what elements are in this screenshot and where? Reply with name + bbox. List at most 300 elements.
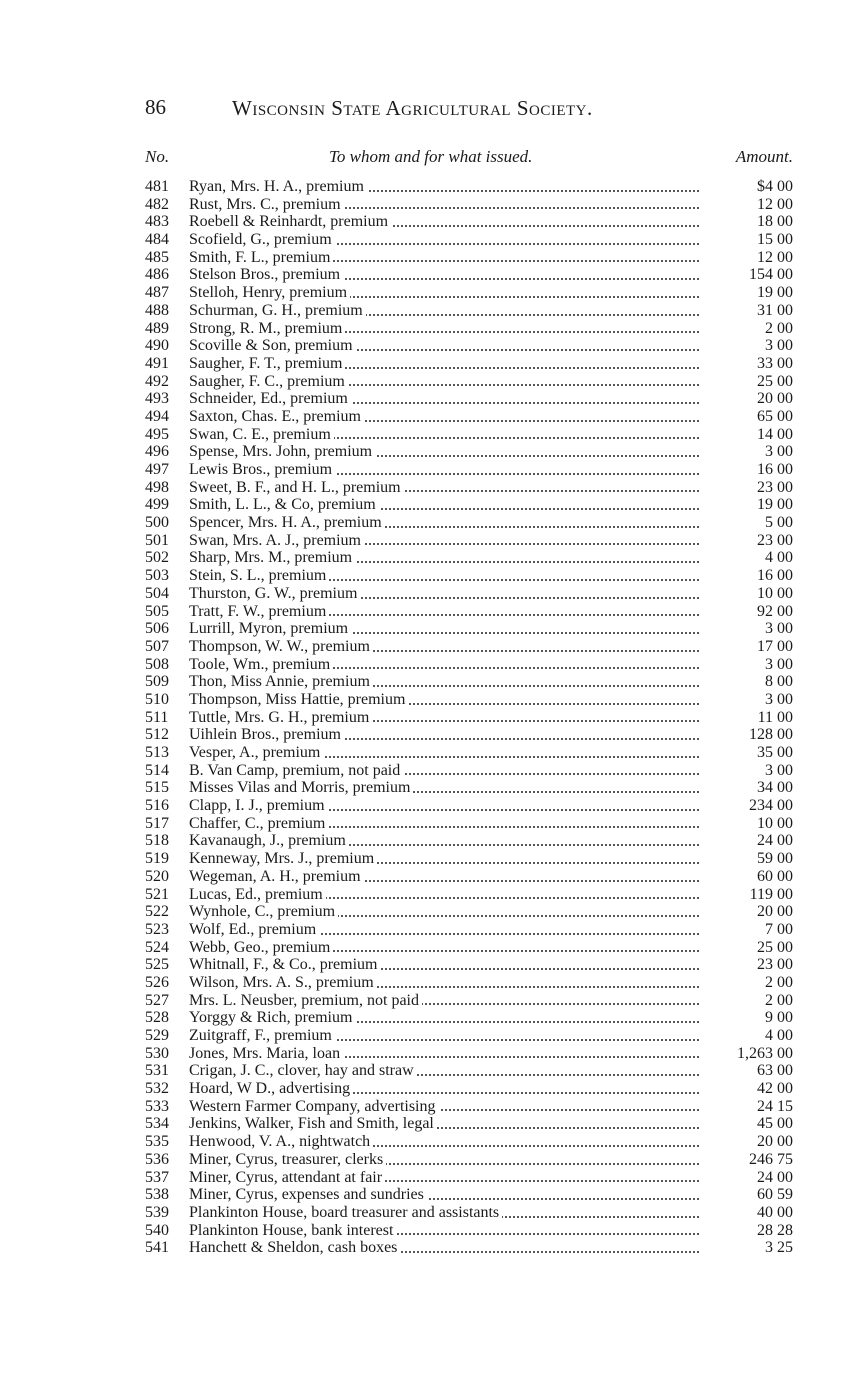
entry-number: 486 [145, 266, 169, 284]
entry-description-cell [189, 355, 701, 373]
entry-description: Whitnall, F., & Co., premium [189, 956, 380, 973]
column-header-amount: Amount. [735, 147, 793, 166]
entry-amount: 15 00 [757, 231, 793, 249]
entry-amount: 25 00 [757, 372, 793, 390]
entry-amount: 42 00 [757, 1080, 793, 1098]
entry-number: 490 [145, 337, 169, 355]
entry-description: Lurrill, Myron, premium [189, 620, 351, 637]
entry-number: 505 [145, 602, 169, 620]
entry-amount: 8 00 [765, 673, 793, 691]
entry-number: 493 [145, 390, 169, 408]
ledger-row [145, 1133, 793, 1151]
entry-description-cell [189, 266, 701, 284]
entry-amount: 2 00 [765, 319, 793, 337]
entry-description: Saugher, F. T., premium [189, 355, 345, 372]
entry-number: 521 [145, 885, 169, 903]
entry-description-cell [189, 1062, 701, 1080]
entry-description: Stelloh, Henry, premium [189, 284, 350, 301]
entry-number: 504 [145, 584, 169, 602]
entry-description-cell [189, 709, 701, 727]
entry-description-cell [189, 797, 701, 815]
entry-number: 499 [145, 496, 169, 514]
entry-amount: 4 00 [765, 549, 793, 567]
entry-number: 481 [145, 178, 169, 195]
entry-description-cell [189, 956, 701, 974]
entry-amount: 20 00 [757, 390, 793, 408]
entry-description: Stein, S. L., premium [189, 567, 329, 584]
ledger-row [145, 549, 793, 567]
entry-description: Tuttle, Mrs. G. H., premium [189, 709, 372, 726]
entry-amount: 17 00 [757, 637, 793, 655]
entry-amount: 18 00 [757, 213, 793, 231]
ledger-row [145, 779, 793, 797]
entry-number: 510 [145, 690, 169, 708]
entry-amount: 59 00 [757, 850, 793, 868]
entry-number: 529 [145, 1027, 169, 1044]
entry-description-cell [189, 284, 701, 302]
ledger-row [145, 178, 793, 196]
entry-description-cell [189, 1204, 701, 1222]
entry-description: Sweet, B. F., and H. L., premium [189, 479, 404, 496]
ledger-row [145, 603, 793, 621]
ledger-row [145, 744, 793, 762]
entry-description: Lewis Bros., premium [189, 461, 335, 478]
entry-description: Wolf, Ed., premium [189, 921, 319, 938]
entry-description: Rust, Mrs. C., premium [189, 196, 344, 213]
ledger-row [145, 956, 793, 974]
entry-amount: 63 00 [757, 1062, 793, 1080]
entry-description-cell [189, 1222, 701, 1240]
page-number: 86 [145, 95, 166, 119]
ledger-row [145, 762, 793, 780]
entry-number: 498 [145, 478, 169, 496]
entry-description-cell [189, 196, 701, 214]
entry-number: 527 [145, 991, 169, 1009]
ledger-row [145, 797, 793, 815]
entry-description-cell [189, 815, 701, 833]
entry-amount: 60 00 [757, 867, 793, 885]
entry-number: 517 [145, 814, 169, 832]
entry-number: 501 [145, 531, 169, 549]
entry-description: Thompson, W. W., premium [189, 638, 373, 655]
entry-description-cell [189, 231, 701, 249]
entry-description-cell [189, 1027, 701, 1045]
ledger-row [145, 921, 793, 939]
entry-description: Mrs. L. Neusber, premium, not paid [189, 992, 422, 1009]
entry-description: Jones, Mrs. Maria, loan [189, 1045, 343, 1062]
entry-description-cell [189, 603, 701, 621]
entry-amount: 24 00 [757, 832, 793, 850]
entry-amount: 12 00 [757, 195, 793, 213]
entry-number: 524 [145, 938, 169, 956]
entry-number: 485 [145, 248, 169, 266]
entry-description: Clapp, I. J., premium [189, 797, 328, 814]
entry-number: 541 [145, 1239, 169, 1257]
entry-description: Sharp, Mrs. M., premium [189, 549, 355, 566]
entry-number: 507 [145, 637, 169, 655]
entry-number: 494 [145, 407, 169, 425]
entry-description: Spense, Mrs. John, premium [189, 443, 375, 460]
entry-description-cell [189, 1239, 701, 1257]
entry-description: Thurston, G. W., premium [189, 585, 360, 602]
entry-description-cell [189, 656, 701, 674]
ledger-row [145, 567, 793, 585]
ledger-row [145, 1151, 793, 1169]
entry-description-cell [189, 514, 701, 532]
entry-description-cell [189, 443, 701, 461]
ledger-row [145, 302, 793, 320]
entry-description-cell [189, 549, 701, 567]
entry-description-cell [189, 620, 701, 638]
entry-description-cell [189, 1169, 701, 1187]
entry-description: Chaffer, C., premium [189, 815, 328, 832]
column-header-description: To whom and for what issued. [329, 147, 533, 166]
entry-amount: 3 00 [765, 337, 793, 355]
ledger-row [145, 1222, 793, 1240]
entry-amount: 23 00 [757, 531, 793, 549]
entry-description: Strong, R. M., premium [189, 320, 345, 337]
entry-amount: 40 00 [757, 1203, 793, 1221]
ledger-row [145, 1239, 793, 1257]
entry-number: 540 [145, 1221, 169, 1239]
ledger-row [145, 249, 793, 267]
entry-description-cell [189, 1151, 701, 1169]
entry-description: Western Farmer Company, advertising [189, 1098, 439, 1115]
entry-amount: 246 75 [749, 1150, 793, 1168]
entry-amount: $4 00 [757, 178, 793, 195]
ledger-row [145, 337, 793, 355]
entry-amount: 20 00 [757, 1133, 793, 1151]
entry-amount: 3 00 [765, 655, 793, 673]
column-headers [145, 147, 793, 171]
entry-description-cell [189, 691, 701, 709]
entry-description: Crigan, J. C., clover, hay and straw [189, 1062, 417, 1079]
entry-description-cell [189, 868, 701, 886]
entry-description: Wilson, Mrs. A. S., premium [189, 974, 377, 991]
entry-description: Roebell & Reinhardt, premium [189, 213, 391, 230]
ledger-row [145, 673, 793, 691]
entry-amount: 16 00 [757, 567, 793, 585]
entry-description: Swan, Mrs. A. J., premium [189, 532, 364, 549]
ledger-row [145, 868, 793, 886]
entry-amount: 19 00 [757, 496, 793, 514]
entry-description-cell [189, 638, 701, 656]
entry-number: 511 [145, 708, 169, 726]
entry-description: Stelson Bros., premium [189, 266, 343, 283]
ledger-row [145, 726, 793, 744]
entry-description: Scofield, G., premium [189, 231, 335, 248]
entry-number: 537 [145, 1168, 169, 1186]
ledger-row [145, 373, 793, 391]
ledger-row [145, 850, 793, 868]
entry-description-cell [189, 320, 701, 338]
entry-description: Miner, Cyrus, expenses and sundries [189, 1186, 427, 1203]
entry-amount: 234 00 [749, 797, 793, 815]
entry-description-cell [189, 1045, 701, 1063]
ledger-row [145, 426, 793, 444]
entry-description: Miner, Cyrus, treasurer, clerks [189, 1151, 386, 1168]
entry-description: Thompson, Miss Hattie, premium [189, 691, 408, 708]
entry-amount: 24 15 [757, 1097, 793, 1115]
ledger-row [145, 709, 793, 727]
entry-amount: 25 00 [757, 938, 793, 956]
entry-description: Wegeman, A. H., premium [189, 868, 364, 885]
entry-amount: 23 00 [757, 956, 793, 974]
ledger-row [145, 620, 793, 638]
entry-number: 523 [145, 920, 169, 938]
ledger-row [145, 231, 793, 249]
entry-description-cell [189, 585, 701, 603]
entry-number: 496 [145, 443, 169, 461]
ledger-row [145, 903, 793, 921]
entry-number: 516 [145, 797, 169, 815]
entry-description: Miner, Cyrus, attendant at fair [189, 1169, 385, 1186]
entry-number: 483 [145, 213, 169, 231]
entry-description-cell [189, 337, 701, 355]
entry-description-cell [189, 567, 701, 585]
entry-number: 534 [145, 1115, 169, 1133]
entry-amount: 3 00 [765, 620, 793, 638]
entry-description-cell [189, 1115, 701, 1133]
entry-description-cell [189, 903, 701, 921]
entry-description: Misses Vilas and Morris, premium [189, 779, 413, 796]
entry-amount: 92 00 [757, 602, 793, 620]
entry-description-cell [189, 673, 701, 691]
entry-number: 514 [145, 761, 169, 779]
entry-number: 503 [145, 567, 169, 585]
ledger-row [145, 992, 793, 1010]
entry-amount: 5 00 [765, 514, 793, 532]
entry-description: Toole, Wm., premium [189, 656, 333, 673]
ledger-row [145, 832, 793, 850]
ledger-row [145, 886, 793, 904]
ledger-row [145, 532, 793, 550]
entry-amount: 9 00 [765, 1009, 793, 1027]
ledger-row [145, 1080, 793, 1098]
entry-amount: 60 59 [757, 1186, 793, 1204]
entry-number: 495 [145, 425, 169, 443]
entry-amount: 28 28 [757, 1221, 793, 1239]
ledger-row [145, 461, 793, 479]
ledger-row [145, 1045, 793, 1063]
entry-number: 533 [145, 1097, 169, 1115]
entry-description: Kavanaugh, J., premium [189, 832, 349, 849]
entry-number: 484 [145, 231, 169, 249]
entry-description: Spencer, Mrs. H. A., premium [189, 514, 385, 531]
ledger-row [145, 479, 793, 497]
entry-number: 519 [145, 850, 169, 868]
ledger-row [145, 266, 793, 284]
entry-description: Uihlein Bros., premium [189, 726, 344, 743]
entry-amount: 31 00 [757, 301, 793, 319]
entry-number: 532 [145, 1080, 169, 1098]
entry-description-cell [189, 974, 701, 992]
running-head: Wisconsin State Agricultural Society. [232, 96, 593, 120]
entry-amount: 7 00 [765, 920, 793, 938]
entry-number: 522 [145, 903, 169, 921]
entry-description-cell [189, 850, 701, 868]
entry-description: Tratt, F. W., premium [189, 603, 329, 620]
entry-amount: 3 00 [765, 443, 793, 461]
entry-amount: 11 00 [757, 708, 793, 726]
entry-number: 518 [145, 832, 169, 850]
entry-number: 530 [145, 1044, 169, 1062]
entry-amount: 34 00 [757, 779, 793, 797]
entry-description-cell [189, 373, 701, 391]
entry-number: 535 [145, 1133, 169, 1151]
entry-description-cell [189, 532, 701, 550]
entry-amount: 10 00 [757, 584, 793, 602]
entry-description: Plankinton House, board treasurer and assistants [189, 1204, 502, 1221]
entry-description: Zuitgraff, F., premium [189, 1027, 335, 1044]
ledger-row [145, 1115, 793, 1133]
entry-amount: 65 00 [757, 407, 793, 425]
entry-amount: 16 00 [757, 461, 793, 478]
entry-description-cell [189, 249, 701, 267]
entry-number: 528 [145, 1009, 169, 1027]
entry-number: 538 [145, 1186, 169, 1204]
ledger-row [145, 815, 793, 833]
entry-description-cell [189, 213, 701, 231]
entry-number: 512 [145, 726, 169, 744]
entry-description: Schurman, G. H., premium [189, 302, 366, 319]
entry-amount: 2 00 [765, 973, 793, 991]
ledger-row [145, 1169, 793, 1187]
entry-description: Wynhole, C., premium [189, 903, 338, 920]
ledger-row [145, 585, 793, 603]
entry-description: Plankinton House, bank interest [189, 1222, 396, 1239]
entry-number: 508 [145, 655, 169, 673]
ledger-row [145, 514, 793, 532]
entry-number: 488 [145, 301, 169, 319]
ledger-row [145, 355, 793, 373]
entry-description-cell [189, 939, 701, 957]
entry-amount: 4 00 [765, 1027, 793, 1044]
ledger-row [145, 656, 793, 674]
entry-number: 492 [145, 372, 169, 390]
entry-number: 506 [145, 620, 169, 638]
ledger-row [145, 1186, 793, 1204]
entry-description-cell [189, 1133, 701, 1151]
entry-description-cell [189, 1009, 701, 1027]
ledger-row [145, 1027, 793, 1045]
entry-number: 539 [145, 1203, 169, 1221]
entry-description: Saugher, F. C., premium [189, 373, 348, 390]
ledger-row [145, 496, 793, 514]
entry-description-cell [189, 302, 701, 320]
entry-number: 500 [145, 514, 169, 532]
ledger-row [145, 1009, 793, 1027]
entry-description-cell [189, 762, 701, 780]
entry-number: 531 [145, 1062, 169, 1080]
entry-description-cell [189, 408, 701, 426]
ledger-row [145, 1204, 793, 1222]
entry-description: Saxton, Chas. E., premium [189, 408, 364, 425]
entry-description-cell [189, 726, 701, 744]
ledger-row [145, 974, 793, 992]
entry-description-cell [189, 1186, 701, 1204]
entry-number: 497 [145, 461, 169, 478]
ledger-row [145, 443, 793, 461]
entry-description-cell [189, 461, 701, 479]
entry-number: 525 [145, 956, 169, 974]
entry-description-cell [189, 496, 701, 514]
entry-description: Hanchett & Sheldon, cash boxes [189, 1239, 400, 1256]
entry-amount: 45 00 [757, 1115, 793, 1133]
entry-amount: 154 00 [749, 266, 793, 284]
entry-amount: 12 00 [757, 248, 793, 266]
entry-amount: 10 00 [757, 814, 793, 832]
entry-description: Smith, F. L., premium [189, 249, 333, 266]
ledger-row [145, 408, 793, 426]
entry-description: Jenkins, Walker, Fish and Smith, legal [189, 1115, 437, 1132]
entry-description-cell [189, 1080, 701, 1098]
ledger-row [145, 1098, 793, 1116]
entry-description-cell [189, 1098, 701, 1116]
ledger-row [145, 691, 793, 709]
entry-description: B. Van Camp, premium, not paid [189, 762, 403, 779]
entry-number: 502 [145, 549, 169, 567]
entry-description-cell [189, 886, 701, 904]
ledger-row [145, 213, 793, 231]
entry-description-cell [189, 744, 701, 762]
entry-amount: 33 00 [757, 354, 793, 372]
entry-description-cell [189, 390, 701, 408]
entry-description: Henwood, V. A., nightwatch [189, 1133, 373, 1150]
entry-amount: 14 00 [757, 425, 793, 443]
column-header-no: No. [145, 147, 170, 166]
ledger-table [145, 178, 793, 1257]
entry-amount: 3 00 [765, 690, 793, 708]
entry-description: Lucas, Ed., premium [189, 886, 326, 903]
entry-number: 509 [145, 673, 169, 691]
entry-description-cell [189, 921, 701, 939]
entry-amount: 3 00 [765, 761, 793, 779]
entry-amount: 2 00 [765, 991, 793, 1009]
entry-description: Kenneway, Mrs. J., premium [189, 850, 377, 867]
entry-amount: 19 00 [757, 284, 793, 302]
entry-description: Hoard, W D., advertising [189, 1080, 353, 1097]
entry-amount: 20 00 [757, 903, 793, 921]
entry-number: 520 [145, 867, 169, 885]
entry-description: Yorggy & Rich, premium [189, 1009, 355, 1026]
ledger-row [145, 939, 793, 957]
entry-description: Smith, L. L., & Co, premium [189, 496, 379, 513]
entry-number: 515 [145, 779, 169, 797]
entry-number: 487 [145, 284, 169, 302]
entry-number: 491 [145, 354, 169, 372]
entry-amount: 128 00 [749, 726, 793, 744]
entry-number: 489 [145, 319, 169, 337]
ledger-row [145, 390, 793, 408]
entry-description-cell [189, 178, 701, 196]
entry-description: Ryan, Mrs. H. A., premium [189, 178, 367, 195]
entry-number: 482 [145, 195, 169, 213]
entry-description: Schneider, Ed., premium [189, 390, 351, 407]
entry-amount: 119 00 [749, 885, 793, 903]
entry-number: 526 [145, 973, 169, 991]
entry-number: 513 [145, 744, 169, 761]
entry-amount: 24 00 [757, 1168, 793, 1186]
entry-description: Webb, Geo., premium [189, 939, 333, 956]
entry-description: Scoville & Son, premium [189, 337, 356, 354]
entry-amount: 23 00 [757, 478, 793, 496]
ledger-row [145, 638, 793, 656]
entry-amount: 1,263 00 [737, 1044, 793, 1062]
ledger-row [145, 1062, 793, 1080]
entry-description: Swan, C. E., premium [189, 426, 334, 443]
entry-description-cell [189, 426, 701, 444]
